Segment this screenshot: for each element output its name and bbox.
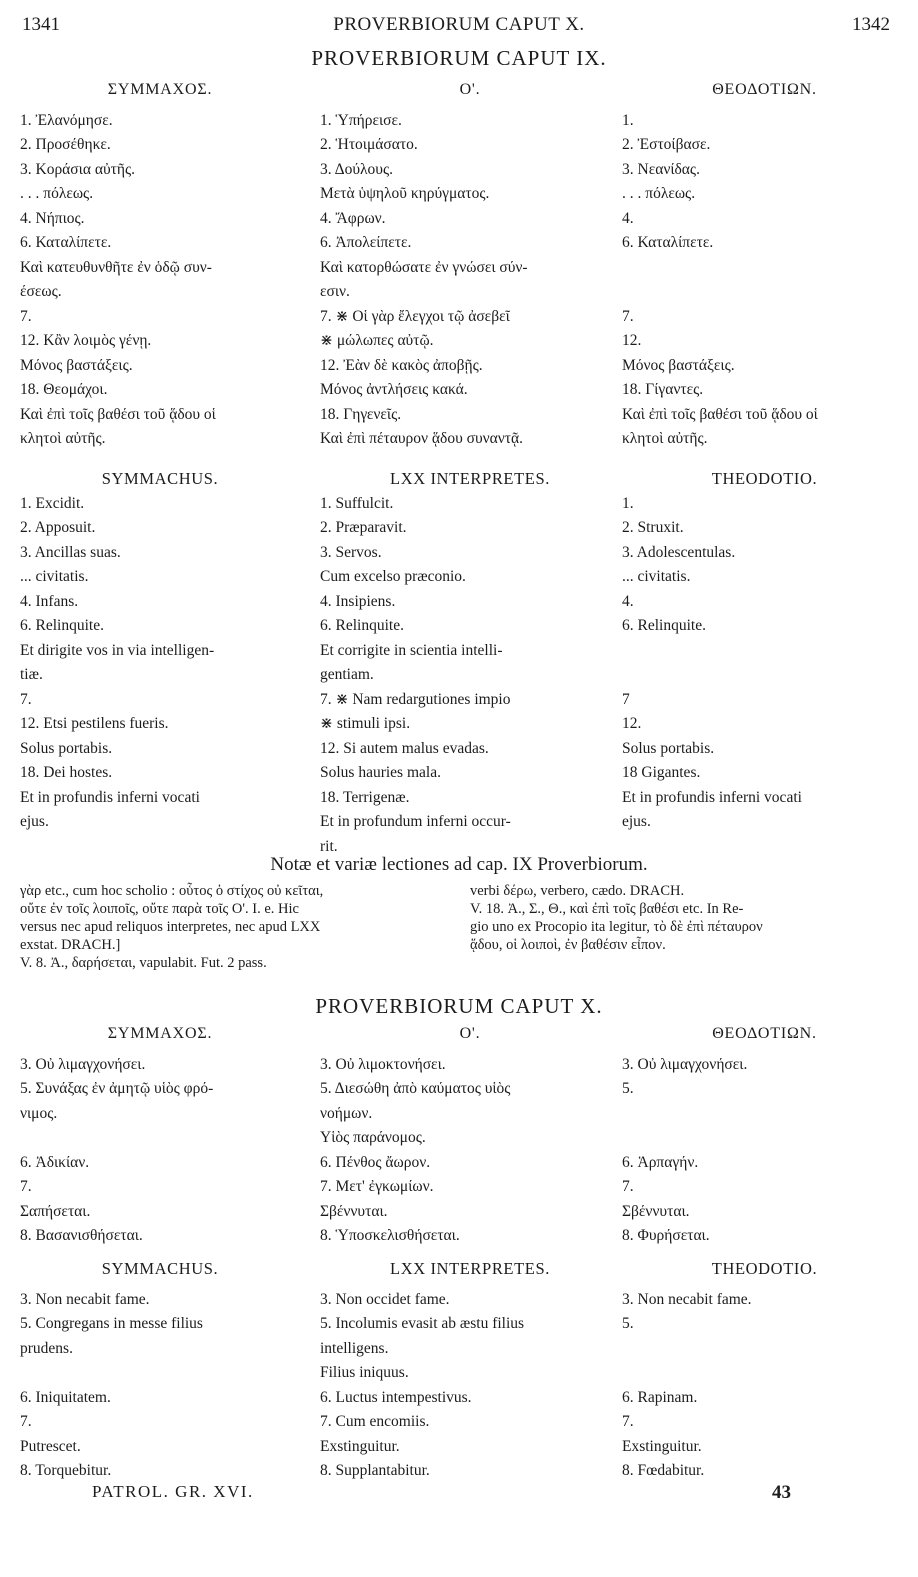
text-line: 3. Non occidet fame. <box>320 1290 450 1308</box>
text-line: 8. Fœdabitur. <box>622 1462 705 1479</box>
x-greek-lxx <box>320 1022 620 1249</box>
text-line: 3. Νεανίδας. <box>622 160 700 178</box>
column-lines <box>622 1288 907 1484</box>
text-line <box>622 663 907 688</box>
text-line: 5. Congregans in messe filius <box>20 1315 203 1332</box>
text-line: 8. Supplantabitur. <box>320 1462 430 1479</box>
text-line: 4. Ἄφρων. <box>320 209 386 227</box>
note-line: exstat. DRACH.] <box>20 937 121 953</box>
text-line: έσεως. <box>20 283 62 300</box>
text-line: 18. Θεομάχοι. <box>20 381 108 398</box>
column-lines <box>20 1288 300 1484</box>
page-footer <box>0 1482 918 1506</box>
note-line: γὰρ etc., cum hoc scholio : οὗτος ὁ στίχος οὐ κεῖται, <box>20 883 324 899</box>
text-line: Et dirigite vos in via intelligen- <box>20 641 215 659</box>
ix-latin-symmachus <box>20 467 300 835</box>
text-line: tiæ. <box>20 666 43 683</box>
text-line: Υἱὸς παράνομος. <box>320 1129 426 1146</box>
text-line: 5. <box>622 1080 634 1097</box>
text-line: intelligens. <box>320 1339 389 1357</box>
text-line: 2. Struxit. <box>622 519 684 536</box>
text-line: Μετὰ ὑψηλοῦ κηρύγματος. <box>320 185 490 202</box>
text-line: Et in profundis inferni vocati <box>622 788 802 806</box>
column-heading: ΘΕΟΔΟΤΙΩΝ. <box>712 81 817 98</box>
text-line: Καὶ κατορθώσατε ἐν γνώσει σύν- <box>320 258 528 276</box>
text-line: 1. Ἐλανόμησε. <box>20 111 113 129</box>
text-line: 12. Κἂν λοιμὸς γένῃ. <box>20 332 152 349</box>
text-line: ⋇ stimuli ipsi. <box>320 715 411 732</box>
text-line <box>622 256 907 281</box>
text-line <box>622 280 907 305</box>
text-line: 7. <box>622 1413 634 1430</box>
column-heading: LXX INTERPRETES. <box>390 469 550 488</box>
text-line <box>622 639 907 664</box>
text-line: 4. Insipiens. <box>320 592 396 610</box>
column-heading: ΣΥΜΜΑΧΟΣ. <box>107 81 213 98</box>
text-line <box>622 1102 907 1127</box>
text-line: εσιν. <box>320 283 350 300</box>
text-line: 8. Φυρήσεται. <box>622 1227 710 1244</box>
text-line: 6. Relinquite. <box>622 617 706 634</box>
column-heading: ΘΕΟΔΟΤΙΩΝ. <box>712 1025 817 1042</box>
text-line: Καὶ κατευθυνθῆτε ἐν ὁδῷ συν- <box>20 258 212 276</box>
text-line: ... civitatis. <box>622 568 691 585</box>
text-line: 2. Προσέθηκε. <box>20 136 111 153</box>
text-line: Et in profundum inferni occur- <box>320 813 511 830</box>
text-line: 5. Incolumis evasit ab æstu filius <box>320 1315 525 1332</box>
text-line: 3. Κοράσια αὐτῆς. <box>20 160 135 178</box>
text-line: 18. Γηγενεῖς. <box>320 405 402 423</box>
x-latin-symmachus <box>20 1257 300 1484</box>
text-line: 7. <box>20 307 32 325</box>
text-line: Σαπήσεται. <box>20 1202 91 1220</box>
text-line: 3. Οὐ λιμοκτονήσει. <box>320 1055 446 1073</box>
text-line <box>20 1126 300 1151</box>
text-line: Exstinguitur. <box>320 1437 400 1455</box>
section-x-title: PROVERBIORUM CAPUT X. <box>315 994 603 1018</box>
text-line: 18 Gigantes. <box>622 764 701 781</box>
text-line: κλητοὶ αὐτῆς. <box>622 430 708 447</box>
column-heading: LXX INTERPRETES. <box>390 1259 550 1278</box>
text-line: Exstinguitur. <box>622 1437 702 1455</box>
text-line <box>20 1361 300 1386</box>
text-line: 4. <box>622 209 634 227</box>
text-line: Et in profundis inferni vocati <box>20 788 200 806</box>
text-line: 3. Adolescentulas. <box>622 543 736 561</box>
text-line: 3. Ancillas suas. <box>20 543 121 561</box>
text-line: νοήμων. <box>320 1104 373 1122</box>
text-line: 12. Ἐὰν δὲ κακὸς ἀποβῇς. <box>320 356 483 374</box>
x-greek-symmachus <box>20 1022 300 1249</box>
text-line: 18. Dei hostes. <box>20 764 113 781</box>
column-lines <box>320 109 620 452</box>
text-line: 3. Οὐ λιμαγχονήσει. <box>622 1055 748 1073</box>
text-line: 3. Servos. <box>320 543 382 561</box>
text-line: Filius iniquus. <box>320 1364 409 1381</box>
note-line: verbi δέρω, verbero, cædo. DRACH. <box>470 883 685 899</box>
text-line: 1. Suffulcit. <box>320 494 394 512</box>
text-line <box>622 1126 907 1151</box>
text-line: 3. Non necabit fame. <box>622 1290 752 1308</box>
text-line: . . . πόλεως. <box>20 185 94 202</box>
text-line: 7. <box>20 1178 32 1195</box>
text-line: 7. ⋇ Οἱ γὰρ ἔλεγχοι τῷ ἀσεβεῖ <box>320 307 510 325</box>
text-line: gentiam. <box>320 666 374 683</box>
column-heading: THEODOTIO. <box>711 469 818 488</box>
x-latin-theodotion <box>622 1257 907 1484</box>
text-line: 2. Apposuit. <box>20 519 96 536</box>
text-line: Μόνος βαστάξεις. <box>20 356 133 374</box>
text-line: 1. Ὑπήρεισε. <box>320 111 402 129</box>
text-line: Solus portabis. <box>20 739 113 757</box>
text-line: Et corrigite in scientia intelli- <box>320 641 503 659</box>
text-line: 6. Iniquitatem. <box>20 1388 111 1406</box>
text-line: Cum excelso præconio. <box>320 568 466 585</box>
text-line: 1. <box>622 111 634 129</box>
text-line: 4. Νήπιος. <box>20 209 85 227</box>
running-title: PROVERBIORUM CAPUT X. <box>333 14 585 35</box>
note-line: gio uno ex Procopio ita legitur, τὸ δὲ ἐπὶ πέταυρον <box>470 919 763 935</box>
text-line: 6. Καταλίπετε. <box>20 234 112 251</box>
text-line: ⋇ μώλωπες αὐτῷ. <box>320 332 434 349</box>
note-line: V. 8. Ἀ., δαρήσεται, vapulabit. Fut. 2 pass. <box>20 955 267 971</box>
text-line: 7. Μετ' ἐγκωμίων. <box>320 1178 434 1195</box>
text-line: 3. Οὐ λιμαγχονήσει. <box>20 1055 146 1073</box>
note-line: V. 18. Ἀ., Σ., Θ., καὶ ἐπὶ τοῖς βαθέσι etc. In Re- <box>470 901 744 917</box>
text-line: 6. Ἀδικίαν. <box>20 1153 90 1171</box>
column-heading: ΣΥΜΜΑΧΟΣ. <box>107 1025 213 1042</box>
note-line: ᾅδου, οἱ λοιποὶ, ἐν βαθέσιν εἶπον. <box>470 937 666 953</box>
text-line: 5. <box>622 1315 634 1332</box>
text-line: prudens. <box>20 1339 73 1357</box>
text-line: 5. Συνάξας ἐν ἀμητῷ υἱὸς φρό- <box>20 1080 214 1097</box>
text-line: 1. Excidit. <box>20 494 85 512</box>
page-number-left: 1341 <box>22 14 60 35</box>
column-heading: Ο'. <box>459 1025 481 1042</box>
text-line: rit. <box>320 837 338 855</box>
signature-mark: PATROL. GR. XVI. <box>92 1482 254 1501</box>
text-line: Solus hauries mala. <box>320 764 441 781</box>
column-lines <box>320 492 620 860</box>
column-heading: SYMMACHUS. <box>101 469 219 488</box>
text-line: 6. Ἀπολείπετε. <box>320 234 412 251</box>
x-latin-lxx <box>320 1257 620 1484</box>
ix-greek-symmachus <box>20 78 300 452</box>
text-line: 8. Ὑποσκελισθήσεται. <box>320 1227 460 1244</box>
text-line: 4. Infans. <box>20 592 79 610</box>
text-line: 7. <box>622 307 634 325</box>
column-lines <box>622 492 907 835</box>
text-line: 12. <box>622 332 642 349</box>
column-lines <box>20 1053 300 1249</box>
text-line: 1. <box>622 494 634 512</box>
text-line: Καὶ ἐπὶ πέταυρον ᾅδου συναντᾷ. <box>320 430 524 447</box>
text-line: 8. Βασανισθήσεται. <box>20 1227 143 1244</box>
text-line <box>622 1337 907 1362</box>
text-line: 7. ⋇ Nam redargutiones impio <box>320 690 511 708</box>
ix-greek-lxx <box>320 78 620 452</box>
text-line: ejus. <box>622 813 651 830</box>
page-number-right: 1342 <box>852 14 890 35</box>
text-line: 7. <box>20 1413 32 1430</box>
text-line: Putrescet. <box>20 1437 81 1455</box>
text-line: κλητοὶ αὐτῆς. <box>20 430 106 447</box>
text-line: 18. Γίγαντες. <box>622 381 704 398</box>
column-heading: SYMMACHUS. <box>101 1259 219 1278</box>
text-line: 6. Πένθος ἄωρον. <box>320 1153 431 1171</box>
text-line: 7. <box>20 690 32 708</box>
text-line: 2. Ἐστοίβασε. <box>622 136 711 153</box>
text-line: 4. <box>622 592 634 610</box>
text-line: 8. Torquebitur. <box>20 1462 112 1479</box>
text-line: 12. <box>622 715 642 732</box>
text-line: 18. Terrigenæ. <box>320 788 410 806</box>
text-line: Solus portabis. <box>622 739 715 757</box>
text-line: Μόνος ἀντλήσεις κακά. <box>320 381 468 398</box>
column-heading: Ο'. <box>459 81 481 98</box>
text-line: 6. Ἁρπαγήν. <box>622 1153 699 1171</box>
text-line: . . . πόλεως. <box>622 185 696 202</box>
text-line: νιμος. <box>20 1104 58 1122</box>
text-line: 3. Non necabit fame. <box>20 1290 150 1308</box>
notes-left <box>20 882 450 972</box>
text-line: 6. Luctus intempestivus. <box>320 1388 472 1406</box>
section-ix-title: PROVERBIORUM CAPUT IX. <box>311 46 607 70</box>
notes-title: Notæ et variæ lectiones ad cap. IX Proverbiorum. <box>270 854 648 875</box>
text-line: Σβέννυται. <box>320 1202 388 1220</box>
text-line: 6. Relinquite. <box>320 617 404 634</box>
text-line: 7 <box>622 690 630 708</box>
column-lines <box>20 492 300 835</box>
column-heading: THEODOTIO. <box>711 1259 818 1278</box>
text-line: 2. Præparavit. <box>320 519 407 536</box>
ix-greek-theodotion <box>622 78 907 452</box>
x-greek-theodotion <box>622 1022 907 1249</box>
text-line: ejus. <box>20 813 49 830</box>
text-line: 6. Rapinam. <box>622 1388 698 1406</box>
text-line: 2. Ἡτοιμάσατο. <box>320 136 418 153</box>
text-line: 6. Relinquite. <box>20 617 104 634</box>
text-line: 6. Καταλίπετε. <box>622 234 714 251</box>
text-line: Σβέννυται. <box>622 1202 690 1220</box>
text-line: 7. <box>622 1178 634 1195</box>
note-line: versus nec apud reliquos interpretes, nec apud LXX <box>20 919 321 935</box>
notes-right <box>470 882 900 954</box>
text-line: 12. Si autem malus evadas. <box>320 739 489 757</box>
page-header <box>0 14 918 38</box>
column-lines <box>622 109 907 452</box>
column-lines <box>320 1053 620 1249</box>
text-line: 12. Etsi pestilens fueris. <box>20 715 169 732</box>
text-line: Μόνος βαστάξεις. <box>622 356 735 374</box>
column-lines <box>622 1053 907 1249</box>
ix-latin-theodotion <box>622 467 907 835</box>
column-lines <box>320 1288 620 1484</box>
text-line: Καὶ ἐπὶ τοῖς βαθέσι τοῦ ᾅδου οἱ <box>622 405 818 423</box>
note-line: οὔτε ἐν τοῖς λοιποῖς, οὔτε παρὰ τοῖς Ο'. I. e. Hic <box>20 901 299 917</box>
column-lines <box>20 109 300 452</box>
ix-latin-lxx <box>320 467 620 859</box>
text-line: Καὶ ἐπὶ τοῖς βαθέσι τοῦ ᾅδου οἱ <box>20 405 216 423</box>
text-line: 7. Cum encomiis. <box>320 1413 430 1430</box>
text-line: 5. Διεσώθη ἀπὸ καύματος υἱὸς <box>320 1080 511 1097</box>
text-line <box>622 1361 907 1386</box>
leaf-number: 43 <box>772 1482 791 1503</box>
text-line: 3. Δούλους. <box>320 160 393 178</box>
text-line: ... civitatis. <box>20 568 89 585</box>
